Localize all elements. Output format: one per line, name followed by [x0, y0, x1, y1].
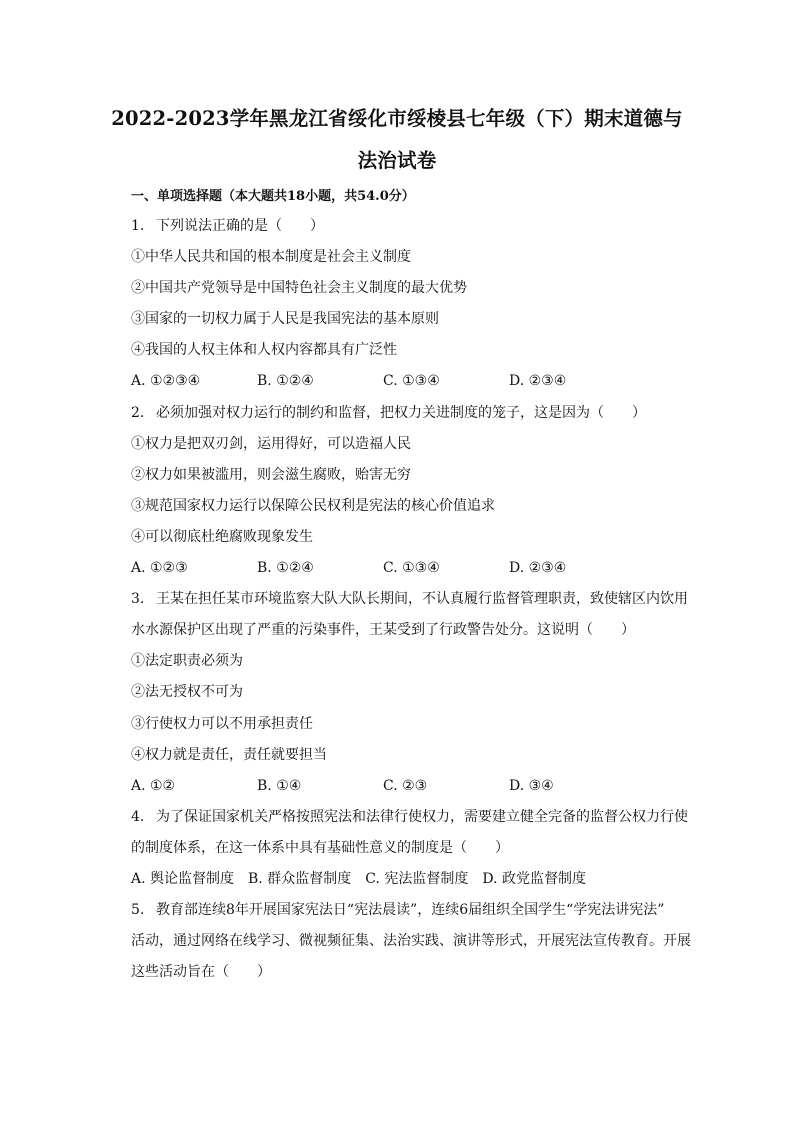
question-text-line-2: 水水源保护区出现了严重的污染事件，王某受到了行政警告处分。这说明（ ）: [131, 622, 635, 639]
section-heading: 一、单项选择题（本大题共18小题，共54.0分）: [131, 189, 415, 204]
choice-b: B. ①④: [257, 777, 302, 794]
question-stem: [131, 398, 687, 429]
question-text-line-3: 这些活动旨在（ ）: [131, 964, 271, 981]
statement-item: ④权力就是责任，责任就要担当: [131, 746, 327, 763]
question-number: 5.: [131, 902, 145, 919]
question-number: 4.: [131, 808, 145, 825]
choice-d: D. ②③④: [509, 560, 567, 577]
question-stem: [131, 211, 687, 242]
choice-c: C. ②③: [383, 777, 428, 794]
question-4: [131, 802, 687, 895]
choice-a: A. ①②: [131, 777, 176, 794]
title-line-1: 2022-2023学年黑龙江省绥化市绥棱县七年级（下）期末道德与: [111, 107, 683, 130]
statement-item: ①权力是把双刃剑，运用得好，可以造福人民: [131, 435, 411, 452]
statement-item: ④我国的人权主体和人权内容都具有广泛性: [131, 342, 397, 359]
answer-choices: [131, 864, 687, 895]
question-text: 下列说法正确的是（ ）: [156, 218, 324, 234]
choice-b: B. 群众监督制度: [248, 870, 352, 887]
statement-item: ②法无授权不可为: [131, 684, 243, 701]
statement-item: ①中华人民共和国的根本制度是社会主义制度: [131, 249, 411, 266]
choice-c: C. ①③④: [383, 560, 440, 577]
choice-d: D. 政党监督制度: [482, 870, 586, 887]
question-text-line-1: 王某在担任某市环境监察大队大队长期间，不认真履行监督管理职责，致使辖区内饮用: [156, 591, 688, 608]
title-line-2: 法治试卷: [357, 149, 437, 172]
choice-b: B. ①②④: [257, 560, 314, 577]
question-number: 3.: [131, 591, 145, 608]
question-2: [131, 398, 687, 585]
question-stem: [131, 584, 687, 615]
choice-d: D. ②③④: [509, 373, 567, 390]
question-list: [131, 211, 691, 988]
choice-c: C. ①③④: [383, 373, 440, 390]
question-stem: [131, 895, 687, 926]
exam-title: [95, 98, 699, 182]
statement-item: ①法定职责必须为: [131, 653, 243, 670]
answer-choices: [131, 553, 687, 584]
choice-a: A. ①②③: [131, 560, 188, 577]
statement-item: ④可以彻底杜绝腐败现象发生: [131, 528, 313, 545]
question-1: [131, 211, 687, 398]
question-text-line-2: 的制度体系，在这一体系中具有基础性意义的制度是（ ）: [131, 839, 509, 856]
statement-item: ②权力如果被滥用，则会滋生腐败，贻害无穷: [131, 466, 411, 483]
choice-b: B. ①②④: [257, 373, 314, 390]
statement-item: ③规范国家权力运行以保障公民权利是宪法的核心价值追求: [131, 497, 495, 514]
answer-choices: [131, 366, 687, 397]
question-text-line-1: 为了保证国家机关严格按照宪法和法律行使权力，需要建立健全完备的监督公权力行使: [156, 808, 688, 825]
question-stem: [131, 802, 687, 833]
question-5: [131, 895, 691, 988]
question-text-line-1: 教育部连续8年开展国家宪法日“宪法晨读”，连续6届组织全国学生“学宪法讲宪法”: [156, 902, 665, 919]
statement-item: ③行使权力可以不用承担责任: [131, 715, 313, 732]
statement-item: ②中国共产党领导是中国特色社会主义制度的最大优势: [131, 280, 467, 297]
answer-choices: [131, 771, 687, 802]
question-number: 2.: [131, 404, 145, 421]
statement-item: ③国家的一切权力属于人民是我国宪法的基本原则: [131, 311, 439, 328]
question-text-line-2: 活动，通过网络在线学习、微视频征集、法治实践、演讲等形式，开展宪法宣传教育。开展: [131, 933, 691, 950]
choice-a: A. 舆论监督制度: [131, 870, 235, 887]
choice-d: D. ③④: [509, 777, 554, 794]
question-number: 1.: [131, 218, 145, 234]
choice-a: A. ①②③④: [131, 373, 201, 390]
question-3: [131, 584, 687, 802]
question-text: 必须加强对权力运行的制约和监督，把权力关进制度的笼子，这是因为（ ）: [156, 404, 646, 421]
choice-c: C. 宪法监督制度: [365, 870, 469, 887]
